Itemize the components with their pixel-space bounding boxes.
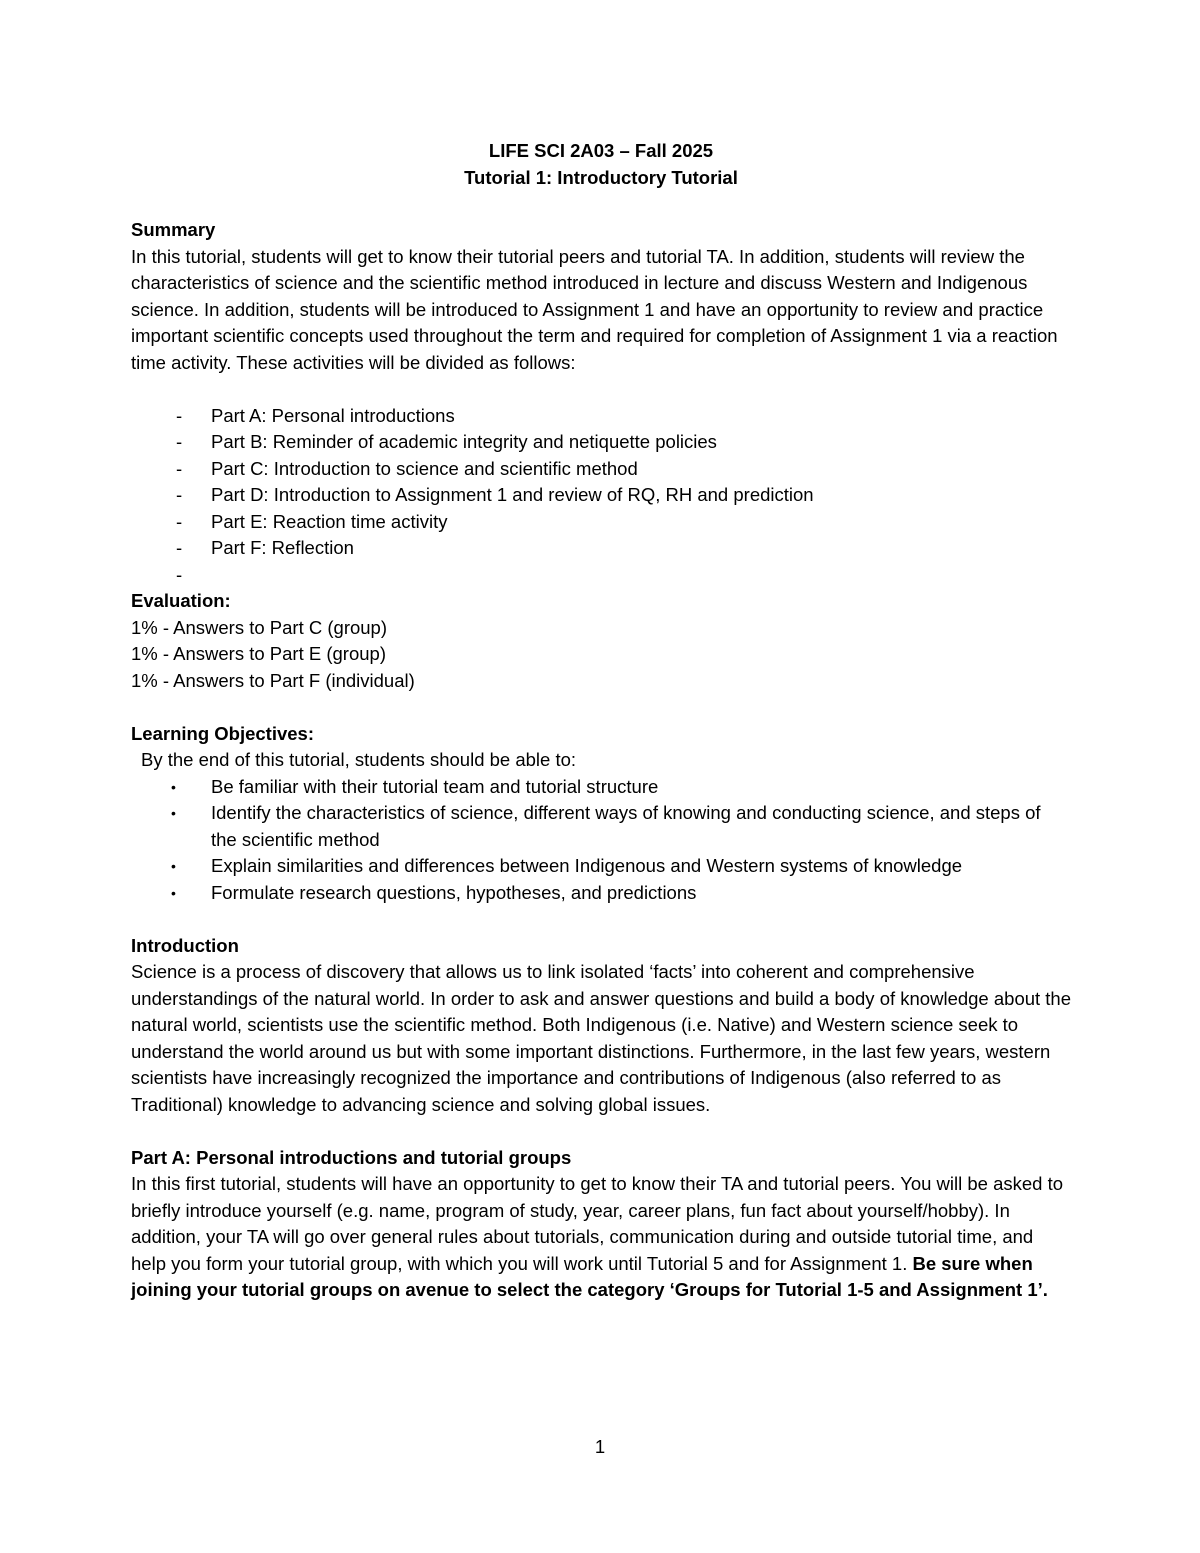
objective-item: [131, 880, 1071, 907]
part-a-text: In this first tutorial, students will have an opportunity to get to know their TA and tutorial peers. You will be asked to briefly introduce yourself (e.g. name, program of study, year, career plans, fun fact about yourself/hobby). In addition, your TA will go over general rules about tutorials, communication during and outside tutorial time, and help you form your tutorial group, with which you will work until Tutorial 5 and for Assignment 1.: [131, 1173, 1064, 1274]
introduction-text: Science is a process of discovery that allows us to link isolated ‘facts’ into coherent and comprehensive understandings of the natural world. In order to ask and answer questions and build a body of knowledge about the natural world, scientists use the scientific method. Both Indigenous (i.e. Native) and Western science seek to understand the world around us but with some important distinctions. Furthermore, in the last few years, western scientists have increasingly recognized the importance and contributions of Indigenous (also referred to as Traditional) knowledge to advancing science and solving global issues.: [131, 961, 1072, 1115]
parts-list-item: [131, 535, 1071, 562]
parts-list-item: [131, 429, 1071, 456]
spacer: [131, 906, 1071, 933]
dash-marker: -: [176, 537, 183, 558]
objective-text: Identify the characteristics of science, different ways of knowing and conducting science, and steps of the scientific method: [211, 802, 1041, 850]
page-number: 1: [594, 1436, 606, 1457]
evaluation-item: 1% - Answers to Part C (group): [131, 616, 388, 638]
parts-list-item: [131, 456, 1071, 483]
dash-marker: -: [176, 484, 183, 505]
spacer: [131, 376, 1071, 403]
evaluation-item: 1% - Answers to Part E (group): [131, 643, 386, 664]
summary-text: In this tutorial, students will get to know their tutorial peers and tutorial TA. In addition, students will review the characteristics of science and the scientific method introduced in lecture and discuss Western and Indigenous science. In addition, students will be introduced to Assignment 1 and have an opportunity to review and practice important scientific concepts used throughout the term and required for completion of Assignment 1 via a reaction time activity. These activities will be divided as follows:: [131, 245, 1058, 373]
dash-marker: -: [176, 510, 183, 532]
part-label: Part B: Reminder of academic integrity and netiquette policies: [211, 431, 717, 452]
part-label: Part F: Reflection: [211, 537, 354, 558]
parts-list-item: [131, 482, 1071, 509]
dash-marker: -: [176, 457, 183, 479]
bullet-marker: •: [171, 805, 176, 821]
objective-text: Be familiar with their tutorial team and tutorial structure: [211, 775, 659, 797]
introduction-heading: Introduction: [131, 934, 239, 956]
part-label: Part D: Introduction to Assignment 1 and review of RQ, RH and prediction: [211, 484, 814, 505]
parts-list-item: [131, 403, 1071, 430]
evaluation-heading: Evaluation:: [131, 590, 231, 611]
bullet-marker: •: [171, 884, 176, 901]
objective-item: [131, 800, 1071, 853]
title-block: [131, 138, 1071, 191]
document-page: [131, 138, 1071, 1304]
evaluation-item: 1% - Answers to Part F (individual): [131, 669, 415, 691]
parts-list-item: [131, 562, 1071, 589]
dash-marker: -: [176, 563, 183, 585]
objectives-intro: By the end of this tutorial, students should be able to:: [141, 749, 577, 770]
dash-marker: -: [176, 404, 183, 426]
bullet-marker: •: [171, 858, 176, 874]
objective-item: [131, 774, 1071, 801]
objectives-heading: Learning Objectives:: [131, 722, 314, 744]
objective-text: Explain similarities and differences between Indigenous and Western systems of knowledge: [211, 855, 963, 876]
objective-item: [131, 853, 1071, 880]
spacer: [131, 1118, 1071, 1145]
part-a-heading: Part A: Personal introductions and tutorial groups: [131, 1146, 572, 1168]
spacer: [131, 694, 1071, 721]
objective-text: Formulate research questions, hypotheses, and predictions: [211, 881, 697, 903]
objectives-list: [131, 774, 1071, 907]
summary-heading: Summary: [131, 219, 216, 240]
tutorial-title: Tutorial 1: Introductory Tutorial: [464, 166, 738, 188]
parts-list: [131, 403, 1071, 589]
bullet-marker: •: [171, 778, 176, 795]
part-label: Part E: Reaction time activity: [211, 510, 448, 532]
part-a-paragraph: [131, 1171, 1071, 1304]
part-a-bold-note: Be sure when joining your tutorial groups on avenue to select the category ‘Groups for Tutorial 1-5 and Assignment 1’.: [131, 1252, 1048, 1300]
parts-list-item: [131, 509, 1071, 536]
part-label: Part C: Introduction to science and scientific method: [211, 457, 638, 479]
dash-marker: -: [176, 431, 183, 452]
course-title: LIFE SCI 2A03 – Fall 2025: [488, 140, 714, 161]
part-label: Part A: Personal introductions: [211, 404, 455, 426]
